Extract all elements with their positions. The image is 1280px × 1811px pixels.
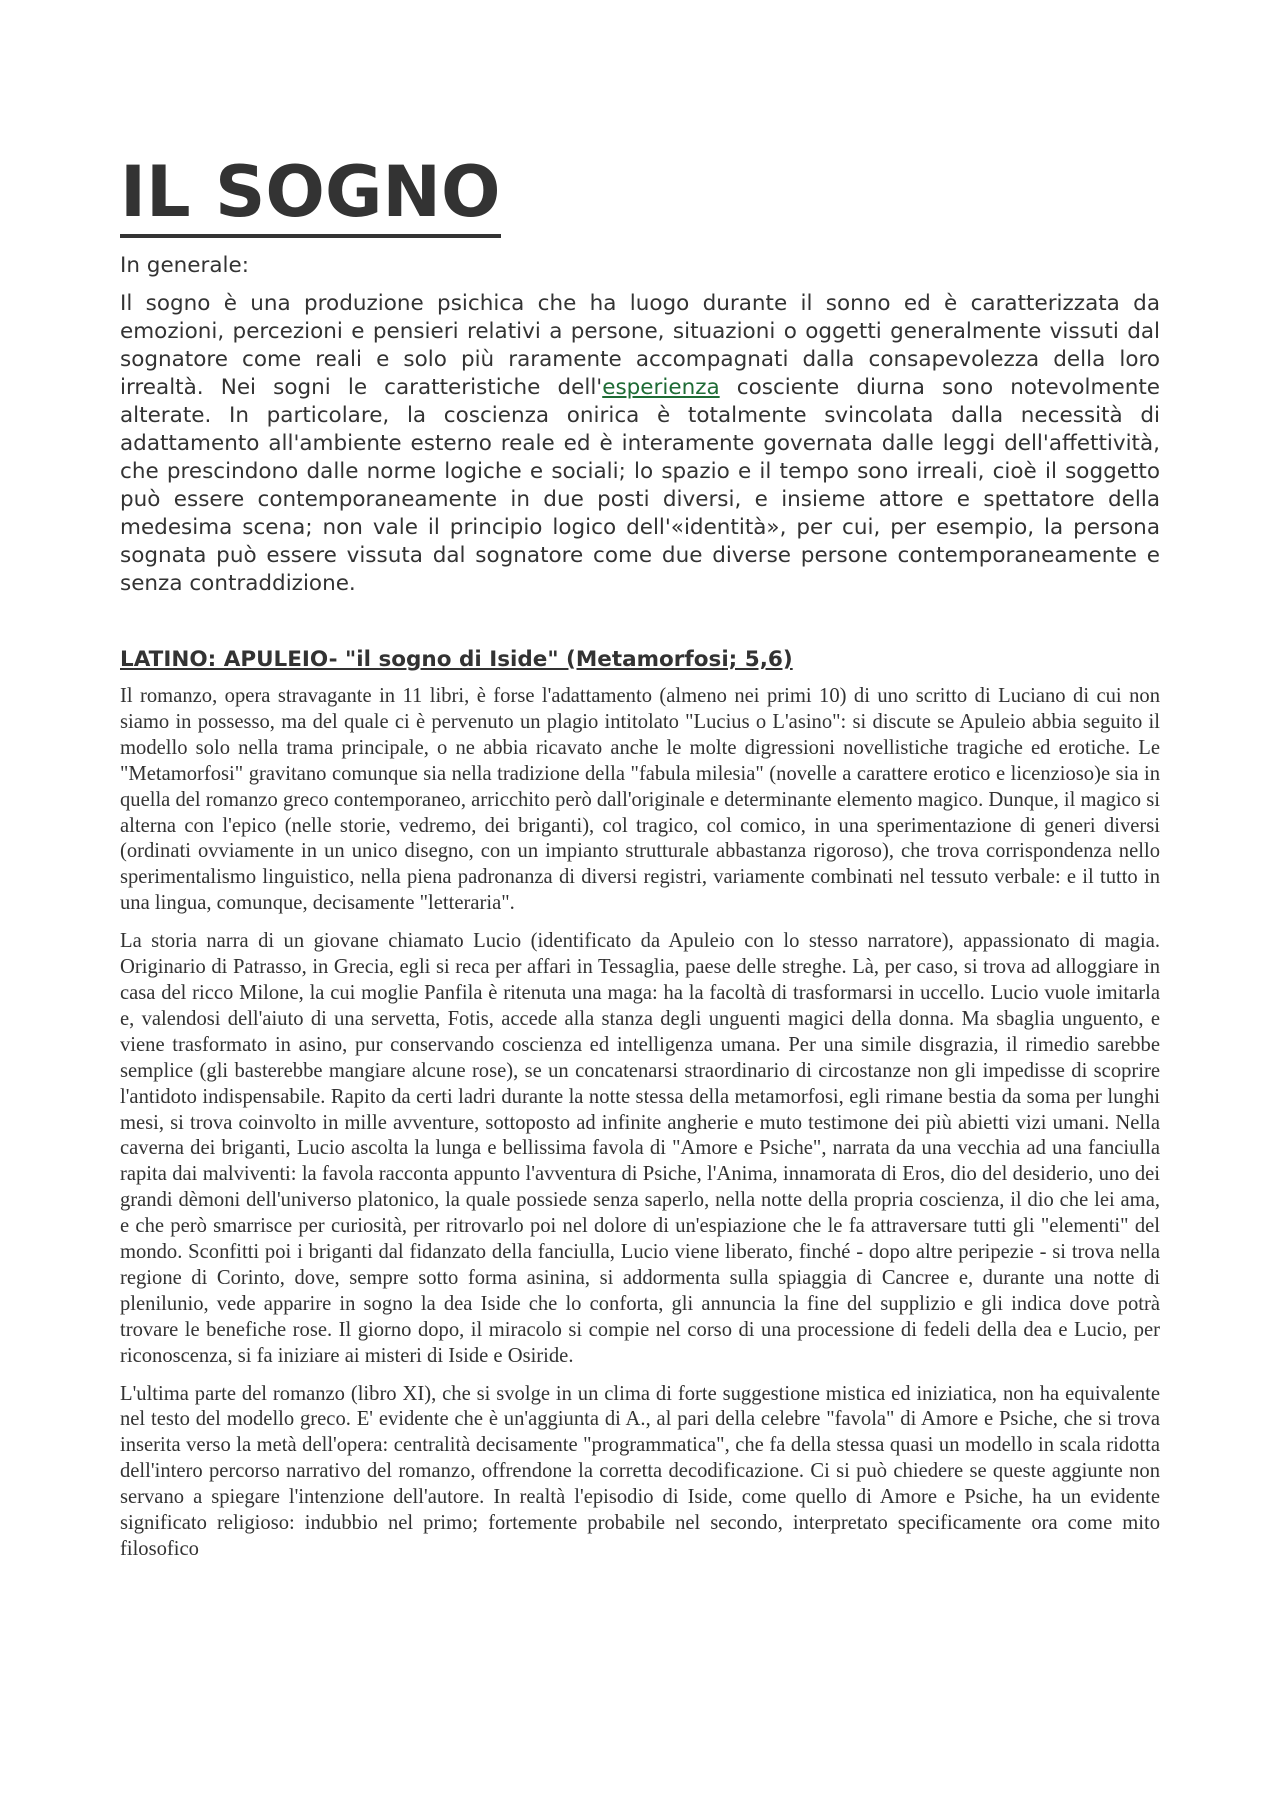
document-page: [120, 150, 1160, 1563]
intro-text-start: Il sogno è una produzione psichica che ha luogo durante il sonno ed è caratterizzata da emozioni, percezioni e pensieri relativi a persone, situazioni o oggetti generalmente vissuti dal sognatore come reali e solo più raramente accompagnati dalla consapevolezza della loro irrealtà. Nei sogni le caratteristiche dell': [120, 291, 1160, 400]
body-paragraph-3: L'ultima parte del romanzo (libro XI), che si svolge in un clima di forte suggestione mistica ed iniziatica, non ha equivalente nel testo del modello greco. E' evidente che è un'aggiunta di A., al pari della celebre "favola" di Amore e Psiche, che si trova inserita verso la metà dell'opera: centralità decisamente "programmatica", che fa della stessa quasi un modello in scala ridotta dell'intero percorso narrativo del romanzo, offrendone la corretta decodificazione. Ci si può chiedere se queste aggiunte non servano a spiegare l'intenzione dell'autore. In realtà l'episodio di Iside, come quello di Amore e Psiche, ha un evidente significato religioso: indubbio nel primo; fortemente probabile nel secondo, interpretato specificamente ora come mito filosofico: [120, 1382, 1160, 1560]
page-title: IL SOGNO: [120, 150, 501, 238]
body-paragraph-2: La storia narra di un giovane chiamato Lucio (identificato da Apuleio con lo stesso narratore), appassionato di magia. Originario di Patrasso, in Grecia, egli si reca per affari in Tessaglia, paese delle streghe. Là, per caso, si trova ad alloggiare in casa del ricco Milone, la cui moglie Panfila è ritenuta una maga: ha la facoltà di trasformarsi in uccello. Lucio vuole imitarla e, valendosi dell'aiuto di una servetta, Fotis, accede alla stanza degli unguenti magici della donna. Ma sbaglia unguento, e viene trasformato in asino, pur conservando coscienza ed intelligenza umana. Per una simile disgrazia, il rimedio sarebbe semplice (gli basterebbe mangiare alcune rose), se un concatenarsi straordinario di circostanze non gli impedisse di scoprire l'antidoto indispensabile. Rapito da certi ladri durante la notte stessa della metamorfosi, egli rimane bestia da soma per lunghi mesi, si trova coinvolto in mille avventure, sottoposto ad infinite angherie e muto testimone dei più abietti vizi umani. Nella caverna dei briganti, Lucio ascolta la lunga e bellissima favola di "Amore e Psiche", narrata da una vecchia ad una fanciulla rapita dai malviventi: la favola racconta appunto l'avventura di Psiche, l'Anima, innamorata di Eros, dio del desiderio, uno dei grandi dèmoni dell'universo platonico, la quale possiede senza saperlo, nella notte della propria coscienza, il dio che lei ama, e che però smarrisce per curiosità, per ritrovarlo poi nel dolore di un'espiazione che le fa attraversare tutti gli "elementi" del mondo. Sconfitti poi i briganti dal fidanzato della fanciulla, Lucio viene liberato, finché - dopo altre peripezie - si trova nella regione di Corinto, dove, sempre sotto forma asinina, si addormenta sulla spiaggia di Cancree e, durante una notte di plenilunio, vede apparire in sogno la dea Iside che lo conforta, gli annuncia la fine del supplizio e gli indica dove potrà trovare le benefiche rose. Il giorno dopo, il miracolo si compie nel corso di una processione di fedeli della dea e Lucio, per riconoscenza, si fa iniziare ai misteri di Iside e Osiride.: [120, 930, 1160, 1367]
body-paragraph-1: Il romanzo, opera stravagante in 11 libri, è forse l'adattamento (almeno nei primi 10) di uno scritto di Luciano di cui non siamo in possesso, ma del quale ci è pervenuto un plagio intitolato "Lucius o L'asino": si discute se Apuleio abbia seguito il modello solo nella trama principale, o ne abbia ricavato anche le molte digressioni novellistiche tragiche ed erotiche. Le "Metamorfosi" gravitano comunque sia nella tradizione della "fabula milesia" (novelle a carattere erotico e licenzioso)e sia in quella del romanzo greco contemporaneo, arricchito però dall'originale e determinante elemento magico. Dunque, il magico si alterna con l'epico (nelle storie, vedremo, dei briganti), col tragico, col comico, in una sperimentazione di generi diversi (ordinati ovviamente in un unico disegno, con un impianto strutturale abbastanza rigoroso), che trova corrispondenza nello sperimentalismo linguistico, nella piena padronanza di diversi registri, variamente combinati nel tessuto verbale: e il tutto in una lingua, comunque, decisamente "letteraria".: [120, 685, 1160, 915]
intro-paragraph: [120, 290, 1160, 598]
esperienza-link[interactable]: esperienza: [602, 375, 720, 400]
intro-label: In generale:: [120, 253, 249, 278]
intro-text-end: cosciente diurna sono notevolmente alterate. In particolare, la coscienza onirica è totalmente svincolata dalla necessità di adattamento all'ambiente esterno reale ed è interamente governata dalle leggi dell'affettività, che prescindono dalle norme logiche e sociali; lo spazio e il tempo sono irreali, cioè il soggetto può essere contemporaneamente in due posti diversi, e insieme attore e spettatore della medesima scena; non vale il principio logico dell'«identità», per cui, per esempio, la persona sognata può essere vissuta dal sognatore come due diverse persone contemporaneamente e senza contraddizione.: [120, 375, 1160, 596]
section-heading: LATINO: APULEIO- "il sogno di Iside" (Metamorfosi; 5,6): [120, 647, 793, 672]
